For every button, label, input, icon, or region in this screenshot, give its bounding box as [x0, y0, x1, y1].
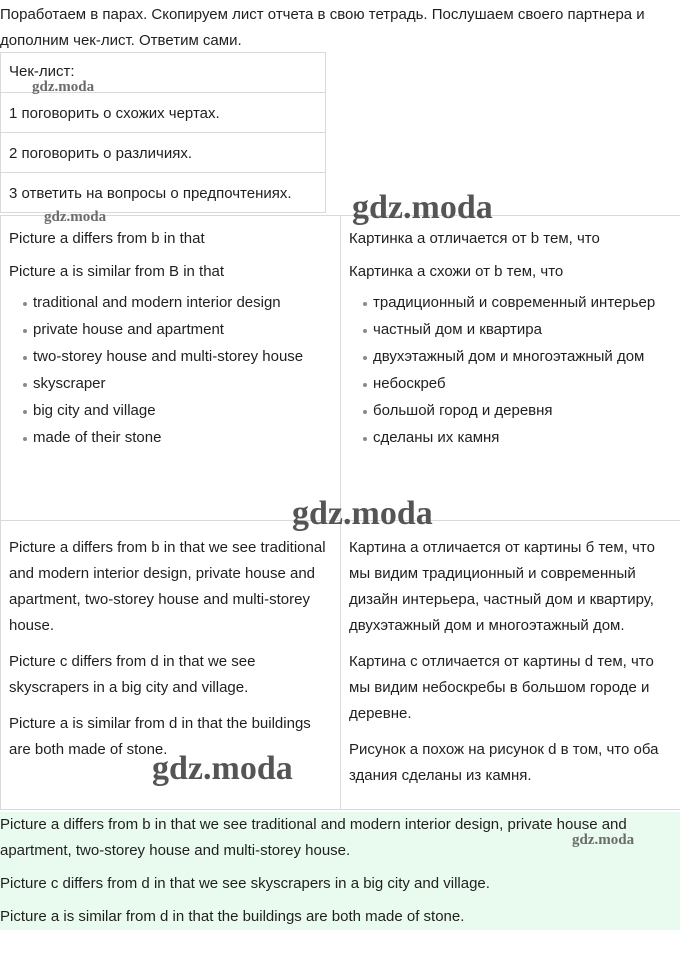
- table-row: [1, 521, 680, 810]
- table-row: [1, 173, 326, 213]
- checklist-table: [0, 52, 326, 213]
- differs-heading: Picture a differs from b in that: [9, 230, 205, 247]
- list-item: traditional and modern interior design: [25, 293, 332, 313]
- watermark: gdz.moda: [152, 750, 293, 787]
- answer-paragraph: Картина с отличается от картины d тем, что мы видим небоскребы в большом городе и деревне.: [349, 653, 654, 722]
- similar-heading: Picture a is similar from B in that: [9, 263, 225, 280]
- list-item: двухэтажный дом и многоэтажный дом: [365, 347, 672, 367]
- answer-paragraph: Picture a differs from b in that we see traditional and modern interior design, private house and apartment, two-storey house and multi-storey house.: [9, 539, 326, 634]
- answer-paragraph: Picture c differs from d in that we see skyscrapers in a big city and village.: [0, 875, 490, 892]
- table-row: [1, 93, 326, 133]
- similar-heading: Картинка а схожи от b тем, что: [349, 263, 564, 280]
- list-item: небоскреб: [365, 374, 672, 394]
- watermark: gdz.moda: [352, 189, 493, 226]
- english-notes-cell: [1, 216, 341, 521]
- russian-notes-cell: [341, 216, 680, 521]
- english-bullet-list: [9, 293, 332, 448]
- russian-bullet-list: [349, 293, 672, 448]
- list-item: made of their stone: [25, 428, 332, 448]
- list-item: сделаны их камня: [365, 428, 672, 448]
- table-row: [1, 216, 680, 521]
- watermark: gdz.moda: [292, 495, 433, 532]
- intro-text: Поработаем в парах. Скопируем лист отчета в свою тетрадь. Послушаем своего партнера и дополним чек-лист. Ответим сами.: [0, 6, 645, 49]
- answer-paragraph: Картина а отличается от картины б тем, что мы видим традиционный и современный дизайн интерьера, частный дом и квартиру, двухэтажный дом и многоэтажный дом.: [349, 539, 655, 634]
- list-item: skyscraper: [25, 374, 332, 394]
- answer-paragraph: Picture a is similar from d in that the buildings are both made of stone.: [9, 715, 311, 758]
- answer-paragraph: Picture a differs from b in that we see traditional and modern interior design, private house and apartment, two-storey house and multi-storey house.: [0, 816, 627, 859]
- list-item: two-storey house and multi-storey house: [25, 347, 332, 367]
- list-item: частный дом и квартира: [365, 320, 672, 340]
- checklist-item: 2 поговорить о различиях.: [1, 133, 326, 173]
- differs-heading: Картинка а отличается от b тем, что: [349, 230, 600, 247]
- answer-paragraph: Picture c differs from d in that we see skyscrapers in a big city and village.: [9, 653, 256, 696]
- russian-answer-cell: [341, 521, 680, 810]
- list-item: private house and apartment: [25, 320, 332, 340]
- answer-paragraph: Рисунок а похож на рисунок d в том, что оба здания сделаны из камня.: [349, 741, 659, 784]
- checklist-item: 3 ответить на вопросы о предпочтениях.: [1, 173, 326, 213]
- answer-paragraph: Picture a is similar from d in that the buildings are both made of stone.: [0, 908, 465, 925]
- list-item: традиционный и современный интерьер: [365, 293, 672, 313]
- list-item: большой город и деревня: [365, 401, 672, 421]
- checklist-item: 1 поговорить о схожих чертах.: [1, 93, 326, 133]
- watermark: gdz.moda: [32, 79, 95, 95]
- list-item: big city and village: [25, 401, 332, 421]
- checklist-title: Чек-лист:: [1, 53, 326, 93]
- watermark: gdz.moda: [44, 209, 107, 225]
- watermark: gdz.moda: [572, 832, 635, 848]
- table-row: [1, 133, 326, 173]
- answer-block: [0, 812, 680, 930]
